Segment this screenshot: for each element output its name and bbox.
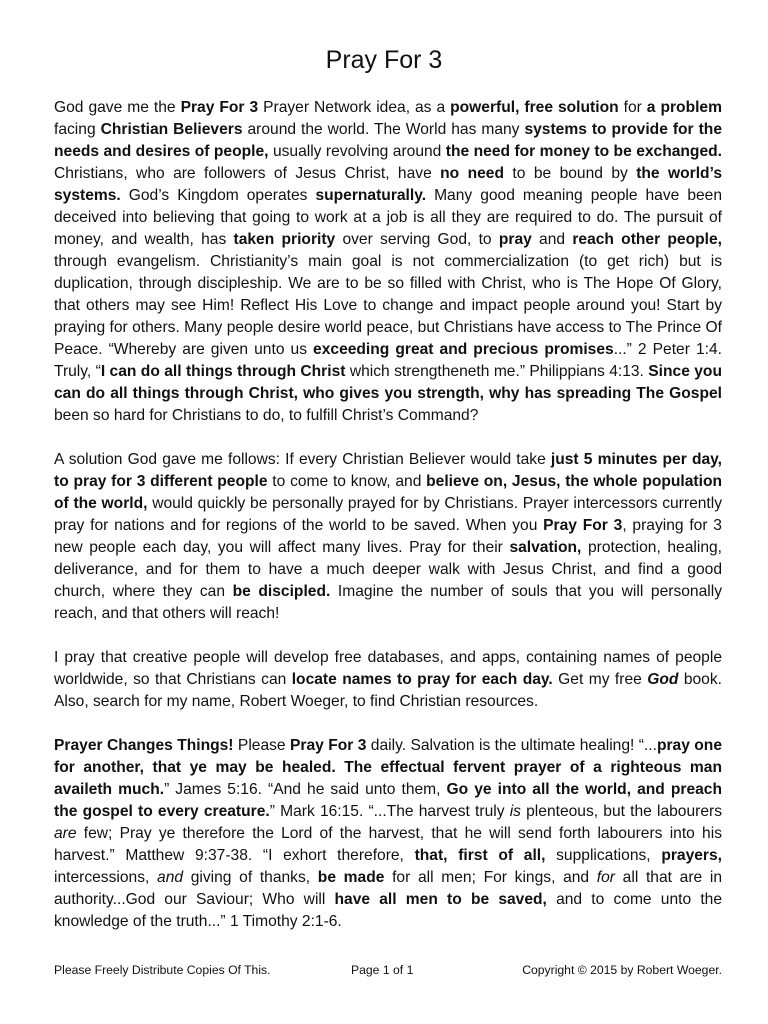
footer-page-number: Page 1 of 1 (351, 963, 414, 977)
emphasis-run: Prayer Changes Things! (54, 737, 234, 754)
text-run: facing (54, 121, 101, 138)
page-footer (54, 961, 722, 979)
emphasis-run: the need for money to be exchanged. (445, 143, 722, 160)
emphasis-run: locate names to pray for each day. (291, 671, 553, 688)
text-run: God gave me the (54, 99, 181, 116)
text-run: around the world. The World has many (242, 121, 525, 138)
emphasis-run: are (54, 825, 77, 842)
emphasis-run: I can do all things through Christ (100, 363, 346, 380)
paragraph-1 (54, 97, 722, 427)
text-run: been so hard for Christians to do, to fulfill Christ’s Command? (54, 407, 479, 424)
emphasis-run: salvation, (509, 539, 582, 556)
emphasis-run: Go ye into all the world, and preach the gospel to every creature. (54, 781, 723, 820)
text-run: over serving God, to (335, 231, 499, 248)
text-run: Please (233, 737, 290, 754)
footer-distribution-note: Please Freely Distribute Copies Of This. (54, 963, 271, 977)
emphasis-run: be made (317, 869, 385, 886)
text-run: giving of thanks, (183, 869, 318, 886)
text-run: A solution God gave me follows: If every Christian Believer would take (54, 451, 551, 468)
text-run: , praying for 3 new people each day, you will affect many lives. Pray for their (54, 517, 722, 556)
paragraph-4 (54, 735, 722, 933)
emphasis-run: supernaturally. (315, 187, 427, 204)
text-run: plenteous, but the labourers (520, 803, 723, 820)
emphasis-run: exceeding great and precious promises (313, 341, 614, 358)
text-run: to come to know, and (267, 473, 427, 490)
text-run: Get my free (552, 671, 648, 688)
emphasis-run: just 5 minutes per day, to pray for 3 different people (54, 451, 722, 490)
emphasis-run: pray (498, 231, 532, 248)
emphasis-run: for (596, 869, 615, 886)
emphasis-run: powerful, free solution (450, 99, 619, 116)
emphasis-run: reach other people, (572, 231, 722, 248)
text-run: ” James 5:16. “And he said unto them, (164, 781, 447, 798)
emphasis-run: no need (440, 165, 505, 182)
text-run: few; Pray ye therefore the Lord of the harvest, that he will send forth labourers into his harvest.” Matthew 9:37-38. “I exhort therefore, (54, 825, 722, 864)
emphasis-run: prayers, (661, 847, 722, 864)
text-run: to be bound by (504, 165, 637, 182)
text-run: Prayer Network idea, as a (258, 99, 451, 116)
text-run: supplications, (545, 847, 662, 864)
emphasis-run: taken priority (233, 231, 336, 248)
text-run: intercessions, (54, 869, 158, 886)
emphasis-run: that, first of all, (414, 847, 546, 864)
text-run: for (618, 99, 647, 116)
text-run: I pray that creative people will develop free databases, and apps, containing names of people worldwide, so that Christians can (54, 649, 722, 688)
text-run: which strengtheneth me.” Philippians 4:13. (345, 363, 649, 380)
text-run: ...” 2 Peter 1:4. Truly, “ (54, 341, 722, 380)
emphasis-run: have all men to be saved, (334, 891, 547, 908)
text-run: and (531, 231, 573, 248)
text-run: book. Also, search for my name, Robert Woeger, to find Christian resources. (54, 671, 722, 710)
text-run: for all men; For kings, and (384, 869, 597, 886)
emphasis-run: a problem (646, 99, 722, 116)
text-run: Many good meaning people have been deceived into believing that going to work at a job is all they are required to do. The pursuit of money, and wealth, has (54, 187, 723, 248)
text-run: Christians, who are followers of Jesus Christ, have (54, 165, 441, 182)
document-body (54, 97, 722, 933)
text-run: God’s Kingdom operates (120, 187, 316, 204)
emphasis-run: be discipled. (232, 583, 331, 600)
text-run: usually revolving around (268, 143, 446, 160)
paragraph-2 (54, 449, 722, 625)
text-run: ” Mark 16:15. “...The harvest truly (269, 803, 510, 820)
emphasis-run: Pray For 3 (543, 517, 623, 534)
emphasis-run: Since you can do all things through Christ, who gives you strength, why has spreading The Gospel (54, 363, 722, 402)
emphasis-run: pray one for another, that ye may be healed. The effectual fervent prayer of a righteous man availeth much. (54, 737, 722, 798)
text-run: and to come unto the knowledge of the truth...” 1 Timothy 2:1-6. (54, 891, 723, 930)
text-run: all that are in authority...God our Saviour; Who will (54, 869, 723, 908)
text-run: through evangelism. Christianity’s main goal is not commercialization (to get rich) but is duplication, through discipleship. We are to be so filled with Christ, who is The Hope Of Glory, that others may see Him! Reflect His Love to change and impact people around you! Start by praying for others. Many people desire world peace, but Christians have access to The Prince Of Peace. “Whereby are given unto us (54, 253, 722, 358)
text-run: would quickly be personally prayed for by Christians. Prayer intercessors currently pray for nations and for regions of the world to be saved. When you (54, 495, 723, 534)
emphasis-run: Pray For 3 (290, 737, 367, 754)
emphasis-run: the world’s systems. (54, 165, 723, 204)
emphasis-run: is (509, 803, 521, 820)
text-run: Imagine the number of souls that you will personally reach, and that others will reach! (54, 583, 722, 622)
emphasis-run: and (157, 869, 184, 886)
emphasis-run: Christian Believers (100, 121, 243, 138)
footer-copyright: Copyright © 2015 by Robert Woeger. (522, 963, 722, 977)
document-title: Pray For 3 (325, 46, 443, 74)
paragraph-3 (54, 647, 722, 713)
emphasis-run: systems to provide for the needs and desires of people, (54, 121, 722, 160)
emphasis-run: God (647, 671, 679, 688)
text-run: protection, healing, deliverance, and for them to have a much deeper walk with Jesus Christ, and find a good church, where they can (54, 539, 722, 600)
emphasis-run: believe on, Jesus, the whole population of the world, (54, 473, 723, 512)
text-run: daily. Salvation is the ultimate healing! “... (366, 737, 657, 754)
emphasis-run: Pray For 3 (180, 99, 259, 116)
